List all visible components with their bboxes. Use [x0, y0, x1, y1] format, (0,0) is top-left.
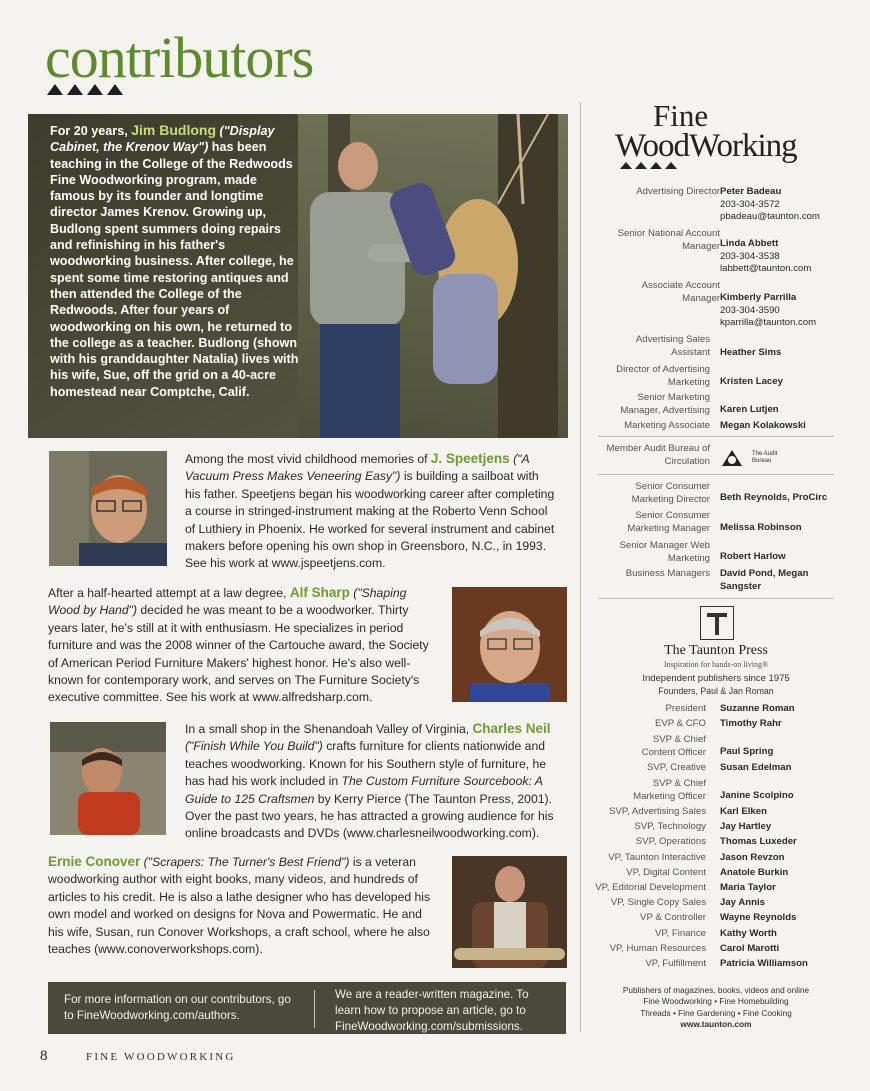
hero-bio: [50, 122, 305, 400]
article-title: ("Display Cabinet, the Krenov Way"): [50, 124, 275, 155]
abc-logo-text: The Audit Bureau: [752, 451, 778, 464]
staff-info: [720, 376, 783, 389]
exec-row: [580, 836, 870, 851]
page-number: 8: [40, 1048, 48, 1064]
exec-row: [580, 734, 870, 762]
staff-info: [720, 551, 786, 564]
exec-row: [580, 762, 870, 778]
bio-intro: In a small shop in the Shenandoah Valley of Virginia,: [185, 722, 473, 736]
exec-role: SVP, Operations: [635, 836, 706, 848]
staff-role: Senior National Account Manager: [617, 228, 720, 252]
footer-divider: [314, 990, 315, 1028]
contributor-name: Alf Sharp: [289, 585, 350, 600]
exec-name: Jason Revzon: [720, 851, 785, 863]
article-title: ("Scrapers: The Turner's Best Friend"): [143, 855, 350, 869]
exec-name: Thomas Luxeder: [720, 836, 797, 848]
exec-role: VP, Human Resources: [609, 942, 706, 954]
staff-role: Senior Marketing Manager, Advertising: [620, 392, 710, 416]
exec-row: [580, 703, 870, 718]
exec-role: SVP & Chief Marketing Officer: [633, 778, 706, 802]
publisher-line: Publishers of magazines, books, videos and online: [622, 985, 810, 995]
staff-email: kparrilla@taunton.com: [720, 317, 817, 329]
contributor-name: Jim Budlong: [131, 122, 216, 138]
contributor-name: J. Speetjens: [430, 451, 510, 466]
staff-row: [580, 186, 720, 226]
bio-j-speetjens: [185, 450, 555, 573]
exec-row: [580, 928, 870, 943]
bio-text: is building a sailboat with his father. Speetjens began his woodworking career after completing a course in stringed-instrument making at the Roberto Venn School of Luthiery in Phoenix. He worked for several instrument and cabinet makers before opening his own shop in Greensboro, N.C., in 1993. See his work at www.jspeetjens.com.: [185, 469, 555, 571]
footer-submissions-info: We are a reader-written magazine. To learn how to propose an article, go to FineWoodworking.com/submissions.: [335, 988, 529, 1033]
exec-row: [580, 821, 870, 836]
bio-text: decided he was meant to be a woodworker. Thirty years later, he's still at it with enthusiasm. He specializes in period furniture and was the 2008 winner of the Cartouche award, the Society of American Period Furniture Makers' highest honor. He's also well-known for contemporary work, and serves on The Furniture Society's executive committee. See his work at www.alfredsharp.com.: [48, 603, 429, 705]
staff-role: Marketing Associate: [624, 420, 710, 431]
publisher-line: Fine Woodworking • Fine Homebuilding: [643, 996, 789, 1007]
photo-ernie-conover: [452, 856, 567, 968]
masthead-separator: [598, 474, 834, 475]
page-title: contributors: [45, 25, 314, 90]
exec-name: Timothy Rahr: [720, 718, 782, 729]
staff-info: [720, 292, 816, 330]
staff-role: Advertising Sales Assistant: [635, 334, 710, 358]
article-title: ("Shaping Wood by Hand"): [48, 586, 407, 618]
exec-name: Susan Edelman: [720, 762, 792, 773]
staff-role: Business Managers: [625, 568, 710, 579]
publisher-website: www.taunton.com: [680, 1019, 752, 1030]
taunton-press-title: The Taunton Press: [664, 643, 768, 658]
photo-alf-sharp: [452, 587, 567, 702]
exec-role: VP, Taunton Interactive: [608, 851, 706, 863]
staff-name: Beth Reynolds, ProCirc: [720, 492, 828, 503]
exec-name: Maria Taylor: [720, 881, 776, 893]
taunton-independent: Independent publishers since 1975: [642, 673, 790, 684]
exec-name: Carol Marotti: [720, 942, 780, 954]
bio-ernie-conover: [48, 853, 436, 958]
staff-name: David Pond, Megan Sangster: [720, 568, 809, 592]
logo-triangles: [620, 162, 677, 169]
exec-row: [580, 943, 870, 958]
staff-name: Megan Kolakowski: [720, 420, 806, 431]
exec-role: VP, Finance: [654, 927, 706, 939]
staff-role: Associate Account Manager: [641, 280, 720, 304]
bio-charles-neil: [185, 720, 563, 843]
exec-role: VP, Single Copy Sales: [610, 897, 706, 909]
exec-name: Kathy Worth: [720, 927, 777, 939]
exec-row: [580, 897, 870, 912]
masthead-separator: [598, 436, 834, 437]
logo-fine: Fine: [653, 98, 709, 133]
staff-info: [720, 568, 830, 593]
footer-contributors-info: For more information on our contributors, go to FineWoodworking.com/authors.: [64, 993, 291, 1022]
exec-role: SVP, Creative: [646, 762, 706, 773]
exec-name: Jay Annis: [720, 897, 765, 909]
staff-phone: 203-304-3590: [720, 304, 780, 316]
exec-role: President: [665, 703, 706, 714]
exec-name: Anatole Burkin: [720, 866, 789, 878]
book-title: The Custom Furniture Sourcebook: A Guide to 125 Craftsmen: [185, 774, 543, 806]
staff-info: [720, 522, 802, 535]
staff-email: pbadeau@taunton.com: [720, 211, 820, 223]
staff-name: Kimberly Parrilla: [720, 292, 797, 303]
exec-name: Suzanne Roman: [720, 703, 795, 714]
bio-intro: Among the most vivid childhood memories of: [185, 452, 431, 466]
title-triangles: [47, 84, 123, 95]
exec-role: VP, Editorial Development: [595, 881, 706, 893]
photo-j-speetjens: [49, 451, 167, 566]
contributor-name: Ernie Conover: [48, 854, 141, 869]
staff-role: Advertising Director: [636, 186, 720, 197]
article-title: ("Finish While You Build"): [185, 739, 323, 754]
executive-list: [580, 703, 870, 973]
photo-charles-neil: [50, 722, 166, 835]
exec-name: Karl Elken: [720, 806, 767, 817]
abc-logo-icon: [720, 448, 746, 468]
contributor-name: Charles Neil: [472, 721, 551, 736]
exec-row: [580, 852, 870, 867]
taunton-tagline: Inspiration for hands-on living®: [663, 660, 769, 669]
exec-role: EVP & CFO: [654, 718, 706, 729]
exec-row: [580, 867, 870, 882]
masthead-separator: [598, 598, 834, 599]
staff-name: Peter Badeau: [720, 186, 782, 197]
hero-bio-text: has been teaching in the College of the Redwoods Fine Woodworking program, made famous by its founder and longtime director James Krenov. Growing up, Budlong spent summers doing repairs and refinishing in his father's woodworking business. After college, he spent some time restoring antiques and then attended the College of the Redwoods. After four years of woodworking on his own, he returned to the college as a teacher. Budlong (shown with his granddaughter Natalia) lives with his wife, Sue, off the grid on a 40-acre homestead near Comptche, Calif.: [50, 140, 299, 399]
exec-name: Patricia Williamson: [720, 957, 808, 969]
staff-role: Senior Consumer Marketing Director: [631, 481, 710, 505]
magazine-name: FINE WOODWORKING: [86, 1051, 236, 1063]
staff-info: [720, 238, 811, 276]
publisher-line: Threads • Fine Gardening • Fine Cooking: [640, 1007, 792, 1018]
hero-bio-intro: For 20 years,: [50, 124, 132, 138]
taunton-logo-icon: [700, 606, 734, 640]
audit-label: Member Audit Bureau of Circulation: [606, 443, 710, 467]
bio-text-2: by Kerry Pierce (The Taunton Press, 2001). Over the past two years, he has attracted a growing audience for his online broadcasts and DVDs (www.charlesneilwoodworking.com).: [185, 791, 554, 841]
staff-info: [720, 492, 827, 505]
bio-text: crafts furniture for clients nationwide and teaches woodworking. Known for his Southern style of furniture, he has had his work included in: [185, 739, 547, 789]
exec-name: Paul Spring: [720, 746, 774, 757]
exec-role: SVP & Chief Content Officer: [641, 734, 706, 758]
exec-name: Janine Scolpino: [720, 790, 794, 801]
bio-intro: After a half-hearted attempt at a law degree,: [48, 586, 290, 600]
staff-name: Heather Sims: [720, 347, 782, 358]
bio-alf-sharp: [48, 584, 436, 707]
exec-role: VP & Controller: [640, 912, 706, 924]
staff-name: Robert Harlow: [720, 551, 786, 562]
staff-info: [720, 404, 779, 417]
staff-name: Linda Abbett: [720, 238, 779, 249]
exec-name: Wayne Reynolds: [720, 912, 797, 924]
exec-role: VP, Fulfillment: [645, 957, 706, 969]
exec-row: [580, 912, 870, 927]
staff-role: Senior Consumer Marketing Manager: [627, 510, 710, 534]
exec-name: Jay Hartley: [720, 821, 772, 833]
staff-info: [720, 186, 820, 224]
exec-row: [580, 778, 870, 806]
article-title: ("A Vacuum Press Makes Veneering Easy"): [185, 452, 530, 484]
exec-row: [580, 718, 870, 734]
staff-role: Senior Manager Web Marketing: [619, 540, 710, 564]
logo-woodworking: WoodWorking: [615, 128, 797, 164]
bio-text: is a veteran woodworking author with eight books, many videos, and hundreds of articles to his credit. He is also a lathe designer who has developed his own model and worked on designs for Nova and Powermatic. He and his wife, Susan, run Conover Workshops, a craft school, where he also teaches (www.conoverworkshops.com).: [48, 855, 431, 957]
staff-info: [720, 420, 806, 433]
staff-name: Karen Lutjen: [720, 404, 779, 415]
staff-role: Director of Advertising Marketing: [616, 364, 710, 388]
staff-email: labbett@taunton.com: [720, 263, 812, 275]
exec-role: SVP, Advertising Sales: [609, 806, 706, 817]
exec-role: SVP, Technology: [634, 821, 706, 833]
staff-name: Kristen Lacey: [720, 376, 783, 387]
exec-role: VP, Digital Content: [626, 866, 706, 878]
staff-phone: 203-304-3572: [720, 198, 780, 210]
exec-row: [580, 958, 870, 973]
exec-row: [580, 806, 870, 821]
staff-phone: 203-304-3538: [720, 250, 780, 262]
publisher-info: [598, 985, 834, 1031]
audit-bureau-logo: [720, 448, 784, 468]
taunton-founders: Founders, Paul & Jan Roman: [658, 686, 774, 696]
exec-row: [580, 882, 870, 897]
staff-name: Melissa Robinson: [720, 522, 802, 533]
staff-info: [720, 347, 781, 360]
